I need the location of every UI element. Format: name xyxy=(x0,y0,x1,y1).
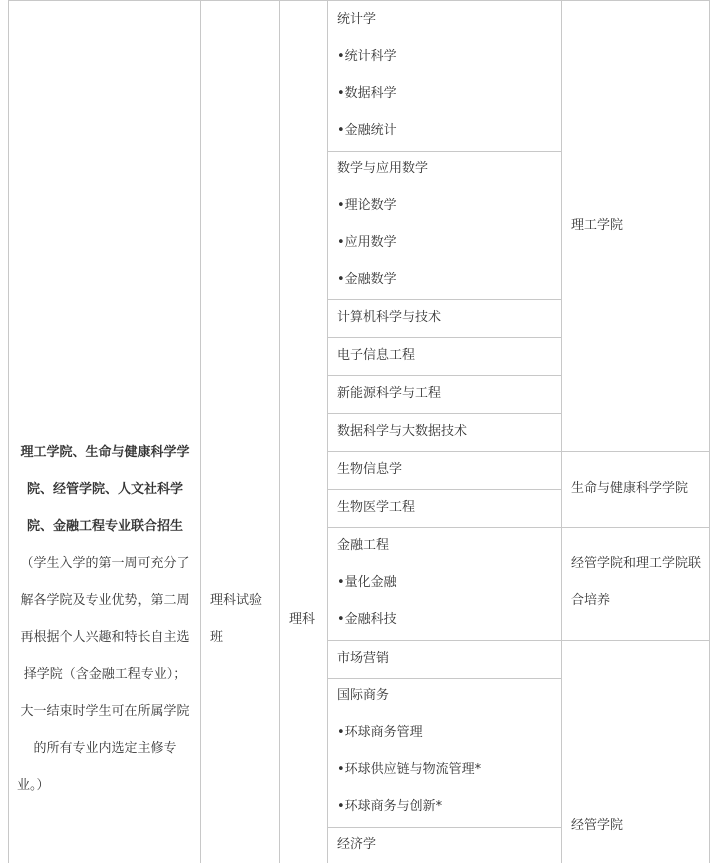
major-title: 新能源科学与工程 xyxy=(337,386,442,401)
table-column-divider xyxy=(200,0,201,863)
major-track: •应用数学 xyxy=(337,235,397,250)
major-title: 计算机科学与技术 xyxy=(337,310,442,325)
major-title: 数学与应用数学 xyxy=(337,161,429,176)
major-title: 生物医学工程 xyxy=(337,500,416,515)
enrollment-note-line: 的所有专业内选定主修专 xyxy=(33,741,177,756)
major-track: •金融科技 xyxy=(337,612,397,627)
enrollment-note-line: 解各学院及专业优势，第二周 xyxy=(20,593,190,608)
major-title: 国际商务 xyxy=(337,688,390,703)
major-track: •理论数学 xyxy=(337,198,397,213)
major-track: •金融数学 xyxy=(337,272,397,287)
row-divider xyxy=(561,0,710,1)
enrollment-note-line: （学生入学的第一周可充分了 xyxy=(20,556,190,571)
major-track: •金融统计 xyxy=(337,123,397,138)
enrollment-title-line: 院、经管学院、人文社科学 xyxy=(26,482,183,497)
major-title: 电子信息工程 xyxy=(337,348,416,363)
major-track: •统计科学 xyxy=(337,49,397,64)
program-name-line: 理科试验 xyxy=(210,593,263,608)
major-track: •数据科学 xyxy=(337,86,397,101)
row-divider xyxy=(8,0,328,1)
table-border-right xyxy=(709,0,710,863)
enrollment-title-line: 院、金融工程专业联合招生 xyxy=(26,519,183,534)
school-name: 生命与健康科学学院 xyxy=(571,481,689,496)
table-column-divider xyxy=(561,0,562,863)
row-divider xyxy=(561,527,710,528)
enrollment-note-line: 大一结束时学生可在所属学院 xyxy=(20,704,190,719)
table-column-divider xyxy=(279,0,280,863)
major-track: •环球供应链与物流管理* xyxy=(337,762,482,777)
major-title: 生物信息学 xyxy=(337,462,403,477)
category-cell: 理科 xyxy=(289,612,316,627)
major-title: 数据科学与大数据技术 xyxy=(337,424,468,439)
row-divider xyxy=(561,640,710,641)
major-track: •环球商务与创新* xyxy=(337,799,443,814)
major-track: •环球商务管理 xyxy=(337,725,423,740)
school-name: 理工学院 xyxy=(571,218,624,233)
major-title: 金融工程 xyxy=(337,538,390,553)
major-title: 经济学 xyxy=(337,837,377,852)
enrollment-note-line: 业。） xyxy=(17,778,50,793)
major-track: •量化金融 xyxy=(337,575,397,590)
row-divider xyxy=(561,451,710,452)
table-column-divider xyxy=(327,0,328,863)
table-border-left xyxy=(8,0,9,863)
enrollment-title-line: 理工学院、生命与健康科学学 xyxy=(20,445,190,460)
major-title: 统计学 xyxy=(337,12,377,27)
school-name: 经管学院 xyxy=(571,818,624,833)
enrollment-note-line: 再根据个人兴趣和特长自主选 xyxy=(20,630,190,645)
enrollment-note-line: 择学院（含金融工程专业）； xyxy=(23,667,187,682)
major-title: 市场营销 xyxy=(337,651,390,666)
school-name: 合培养 xyxy=(571,593,611,608)
school-name: 经管学院和理工学院联 xyxy=(571,556,702,571)
program-name-line: 班 xyxy=(210,630,224,645)
